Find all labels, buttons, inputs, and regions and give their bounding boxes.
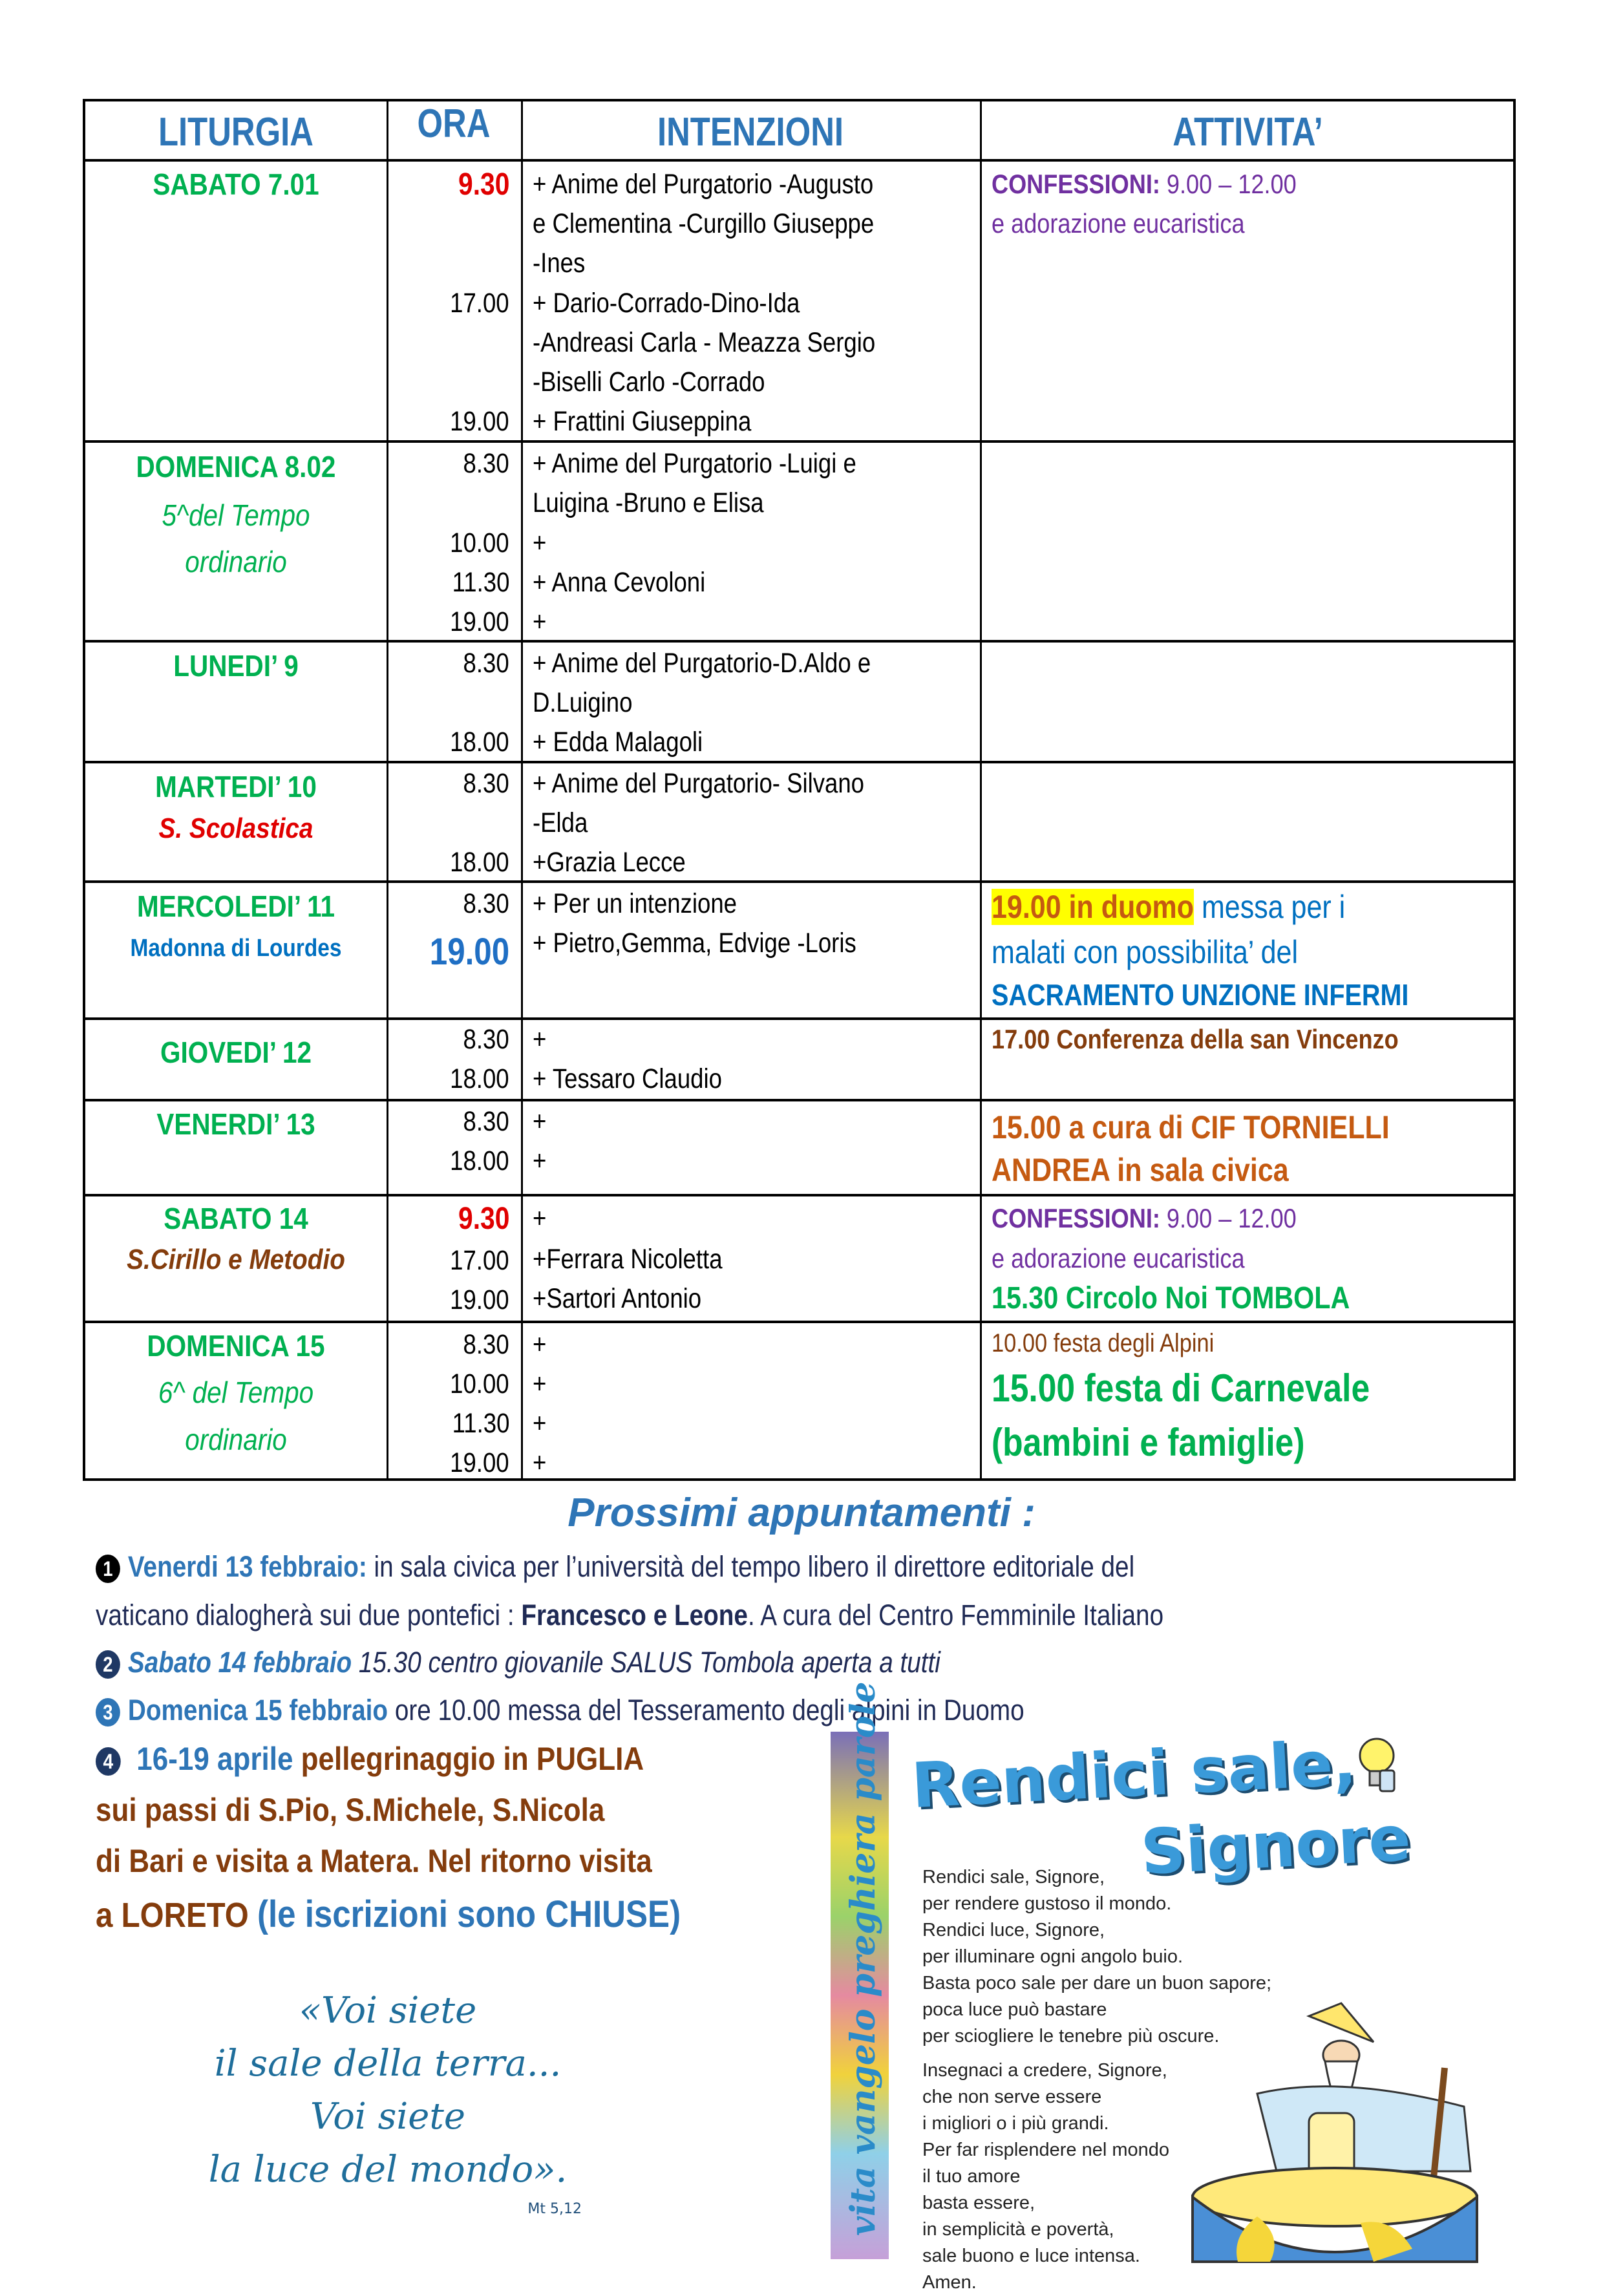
- mass-time: 19.00: [429, 931, 509, 973]
- upcoming-item-4-line: [96, 1893, 681, 1936]
- intention-line: +Grazia Lecce: [533, 847, 686, 878]
- mass-time: 8.30: [463, 1024, 509, 1055]
- activity-confessioni: [992, 1199, 1442, 1238]
- mass-time: 19.00: [450, 1447, 509, 1478]
- upcoming-text: 15.30 centro giovanile SALUS Tombola aperta a tutti: [352, 1646, 940, 1679]
- intention-line: -Elda: [533, 807, 588, 838]
- poem-line: Insegnaci a credere, Signore,: [922, 2060, 1167, 2081]
- intention-line: + Anime del Purgatorio-D.Aldo e: [533, 648, 871, 679]
- upcoming-text: in sala civica per l’università del tempo libero il direttore editoriale del: [366, 1550, 1135, 1583]
- strip-caption: vita vangelo preghiera parole: [844, 1681, 883, 2236]
- header-ora: ORA: [417, 101, 491, 146]
- mass-time: 10.00: [450, 1368, 509, 1399]
- activity-adorazione: e adorazione eucaristica: [992, 1243, 1245, 1273]
- intentions-cell: [533, 1325, 979, 1480]
- quote-line: Voi siete: [310, 2096, 466, 2138]
- day-subtitle: S. Scolastica: [158, 813, 313, 844]
- activity-cell: [980, 884, 1516, 1017]
- intention-line: + Anime del Purgatorio -Luigi e: [533, 448, 856, 479]
- intention-line: +: [533, 1368, 547, 1399]
- intention-line: D.Luigino: [533, 687, 633, 718]
- intention-line: + Pietro,Gemma, Edvige -Loris: [533, 928, 856, 959]
- mass-time: 8.30: [463, 1329, 509, 1360]
- poem-line: per illuminare ogni angolo buio.: [922, 1946, 1184, 1967]
- intention-line: +: [533, 1447, 547, 1478]
- mass-time: 8.30: [463, 648, 509, 679]
- poem-line: che non serve essere: [922, 2087, 1102, 2107]
- intention-line: +Sartori Antonio: [533, 1283, 702, 1314]
- intention-line: + Anime del Purgatorio- Silvano: [533, 768, 865, 799]
- upcoming-text-bold: Francesco e Leone: [521, 1599, 748, 1632]
- poem-line: poca luce può bastare: [922, 1999, 1107, 2020]
- day-subtitle: 6^ del Tempo: [158, 1376, 314, 1409]
- intention-line: +: [533, 1203, 547, 1234]
- activity-line: 15.30 Circolo Noi TOMBOLA: [992, 1281, 1350, 1315]
- number-badge: 3: [96, 1698, 120, 1727]
- confessioni-label: CONFESSIONI:: [992, 1203, 1160, 1233]
- upcoming-item-1-continued: [96, 1599, 1163, 1632]
- mass-time: 9.30: [458, 1202, 509, 1236]
- mass-time: 17.00: [450, 1245, 509, 1276]
- day-subtitle: ordinario: [185, 545, 287, 579]
- upcoming-item-4-line: di Bari e visita a Matera. Nel ritorno visita: [96, 1843, 652, 1879]
- upcoming-lead: Venerdi 13 febbraio:: [127, 1550, 367, 1583]
- mass-time: 8.30: [463, 448, 509, 479]
- upcoming-item-3: [96, 1694, 1024, 1727]
- activity-line: SACRAMENTO UNZIONE INFERMI: [992, 978, 1409, 1012]
- mass-time: 10.00: [450, 527, 509, 558]
- activity-adorazione: e adorazione eucaristica: [992, 208, 1245, 239]
- day-label: VENERDI’ 13: [156, 1107, 315, 1141]
- header-attivita: ATTIVITA’: [1173, 110, 1323, 154]
- intention-line: +: [533, 1024, 547, 1055]
- row-divider: [85, 1194, 1513, 1196]
- schedule-table: [83, 99, 1516, 1481]
- intention-line: +: [533, 1329, 547, 1360]
- poem-line: Rendici sale, Signore,: [922, 1867, 1105, 1887]
- cooking-pot-illustration: [1180, 2003, 1483, 2262]
- intention-line: +: [533, 527, 547, 558]
- activity-cell: [980, 1020, 1516, 1099]
- header-intenzioni: INTENZIONI: [657, 110, 844, 154]
- intention-line: + Anime del Purgatorio -Augusto: [533, 169, 874, 200]
- day-label: DOMENICA 8.02: [136, 450, 336, 484]
- poem-line: basta essere,: [922, 2193, 1035, 2213]
- mass-time: 8.30: [463, 1106, 509, 1137]
- day-subtitle: Madonna di Lourdes: [130, 935, 342, 962]
- poem-line: il tuo amore: [922, 2166, 1021, 2187]
- number-badge: 1: [96, 1555, 120, 1583]
- intentions-cell: [533, 1102, 979, 1193]
- poem-line: Per far risplendere nel mondo: [922, 2140, 1170, 2160]
- intentions-cell: [533, 444, 979, 638]
- confessioni-time: 9.00 – 12.00: [1160, 1203, 1297, 1233]
- mass-time: 8.30: [463, 888, 509, 919]
- lightbulb-icon: [1354, 1735, 1399, 1796]
- upcoming-lead: Domenica 15 febbraio: [127, 1694, 388, 1727]
- intention-line: -Ines: [533, 248, 586, 279]
- mass-time: 19.00: [450, 606, 509, 637]
- quote-reference: Mt 5,12: [527, 2201, 582, 2217]
- upcoming-item-2: [96, 1646, 940, 1679]
- prayer-illustration: [831, 1681, 1483, 2293]
- day-subtitle: S.Cirillo e Metodio: [127, 1244, 345, 1275]
- upcoming-text: . A cura del Centro Femminile Italiano: [747, 1599, 1164, 1632]
- intention-line: +: [533, 1145, 547, 1176]
- activity-line: ANDREA in sala civica: [992, 1152, 1289, 1188]
- day-label: GIOVEDI’ 12: [160, 1036, 312, 1069]
- intentions-cell: [533, 1020, 979, 1099]
- day-label: MERCOLEDI’ 11: [137, 889, 335, 923]
- activity-text: messa per i: [1194, 889, 1346, 925]
- upcoming-item-4-line: sui passi di S.Pio, S.Michele, S.Nicola: [96, 1792, 605, 1828]
- row-divider: [85, 159, 1513, 162]
- mass-time: 19.00: [450, 406, 509, 437]
- upcoming-text: pellegrinaggio in PUGLIA: [293, 1741, 644, 1777]
- intention-line: + Anna Cevoloni: [533, 567, 706, 598]
- intention-line: +: [533, 606, 547, 637]
- activity-line: 10.00 festa degli Alpini: [992, 1329, 1215, 1357]
- poem-line: i migliori o i più grandi.: [922, 2113, 1109, 2134]
- highlighted-time: 19.00 in duomo: [992, 889, 1194, 925]
- activity-line: 15.00 festa di Carnevale: [992, 1366, 1370, 1410]
- intentions-cell: [533, 884, 979, 1014]
- poem-title: Rendici sale,: [909, 1727, 1359, 1822]
- poem-line: sale buono e luce intensa.: [922, 2246, 1140, 2266]
- mass-time: 8.30: [463, 768, 509, 799]
- number-badge: 4: [96, 1747, 121, 1776]
- registration-status: (le iscrizioni sono CHIUSE): [257, 1893, 681, 1935]
- intentions-cell: [533, 644, 979, 760]
- intention-line: e Clementina -Curgillo Giuseppe: [533, 208, 875, 239]
- intentions-cell: [533, 165, 979, 443]
- day-label: LUNEDI’ 9: [173, 649, 299, 683]
- day-label: DOMENICA 15: [147, 1329, 325, 1363]
- day-label: SABATO 7.01: [153, 167, 319, 201]
- mass-time: 17.00: [450, 288, 509, 319]
- poem-line: per sciogliere le tenebre più oscure.: [922, 2026, 1220, 2046]
- poem-title: Signore: [1139, 1802, 1413, 1889]
- intention-line: Luigina -Bruno e Elisa: [533, 487, 764, 518]
- upcoming-item-1: [96, 1550, 1134, 1584]
- intention-line: + Dario-Corrado-Dino-Ida: [533, 288, 800, 319]
- mass-time: 18.00: [450, 847, 509, 878]
- upcoming-lead: 16-19 aprile: [129, 1741, 293, 1777]
- activity-line: (bambini e famiglie): [992, 1421, 1305, 1464]
- intentions-cell: [533, 1199, 979, 1319]
- column-divider: [521, 101, 523, 1478]
- intention-line: + Edda Malagoli: [533, 727, 703, 758]
- mass-time: 18.00: [450, 1063, 509, 1094]
- activity-cell: [980, 1325, 1516, 1480]
- activity-confessioni: [992, 165, 1442, 204]
- activity-line: [992, 884, 1442, 930]
- activity-cell: [980, 1102, 1516, 1193]
- day-subtitle: ordinario: [185, 1423, 287, 1456]
- quote-line: «Voi siete: [299, 1990, 477, 2032]
- header-liturgia: LITURGIA: [158, 110, 314, 154]
- poem-line: Amen.: [922, 2272, 977, 2293]
- poem-line: Basta poco sale per dare un buon sapore;: [922, 1973, 1272, 1993]
- mass-time: 11.30: [452, 1408, 509, 1439]
- row-divider: [85, 1321, 1513, 1323]
- intentions-cell: [533, 764, 979, 880]
- mass-time: 19.00: [450, 1284, 509, 1315]
- upcoming-lead: Sabato 14 febbraio: [127, 1646, 352, 1679]
- upcoming-text: ore 10.00 messa del Tesseramento degli alpini in Duomo: [388, 1694, 1024, 1727]
- intention-line: -Andreasi Carla - Meazza Sergio: [533, 327, 876, 358]
- intention-line: + Frattini Giuseppina: [533, 406, 752, 437]
- intention-line: + Per un intenzione: [533, 888, 737, 919]
- day-label: MARTEDI’ 10: [155, 770, 317, 803]
- intention-line: +: [533, 1408, 547, 1439]
- upcoming-item-4: [96, 1740, 644, 1778]
- scripture-quote: [175, 1984, 601, 2230]
- intention-line: -Biselli Carlo -Corrado: [533, 367, 765, 398]
- intention-line: +: [533, 1106, 547, 1137]
- activity-line: malati con possibilita’ del: [992, 934, 1299, 970]
- number-badge: 2: [96, 1650, 120, 1679]
- confessioni-time: 9.00 – 12.00: [1160, 169, 1297, 199]
- quote-line: il sale della terra...: [214, 2043, 562, 2085]
- intention-line: + Tessaro Claudio: [533, 1063, 722, 1094]
- poem-line: per rendere gustoso il mondo.: [922, 1893, 1172, 1914]
- poem-line: Rendici luce, Signore,: [922, 1920, 1105, 1940]
- confessioni-label: CONFESSIONI:: [992, 169, 1160, 199]
- upcoming-title: Prossimi appuntamenti :: [568, 1491, 1035, 1535]
- upcoming-text: a LORETO: [96, 1896, 257, 1935]
- day-subtitle: 5^del Tempo: [162, 498, 310, 532]
- poem-line: in semplicità e povertà,: [922, 2219, 1114, 2240]
- intention-line: +Ferrara Nicoletta: [533, 1244, 723, 1275]
- mass-time: 18.00: [450, 1145, 509, 1176]
- row-divider: [85, 1099, 1513, 1101]
- upcoming-text: vaticano dialogherà sui due pontefici :: [96, 1599, 522, 1632]
- activity-cell: [980, 1199, 1516, 1319]
- activity-cell: [980, 165, 1516, 255]
- day-label: SABATO 14: [164, 1202, 308, 1235]
- mass-time: 9.30: [458, 167, 509, 202]
- time-cell: [387, 101, 521, 1478]
- mass-time: 11.30: [452, 567, 509, 598]
- activity-line: 15.00 a cura di CIF TORNIELLI: [992, 1109, 1390, 1145]
- quote-line: la luce del mondo».: [208, 2149, 568, 2191]
- activity-line: 17.00 Conferenza della san Vincenzo: [992, 1024, 1399, 1054]
- mass-time: 18.00: [450, 727, 509, 758]
